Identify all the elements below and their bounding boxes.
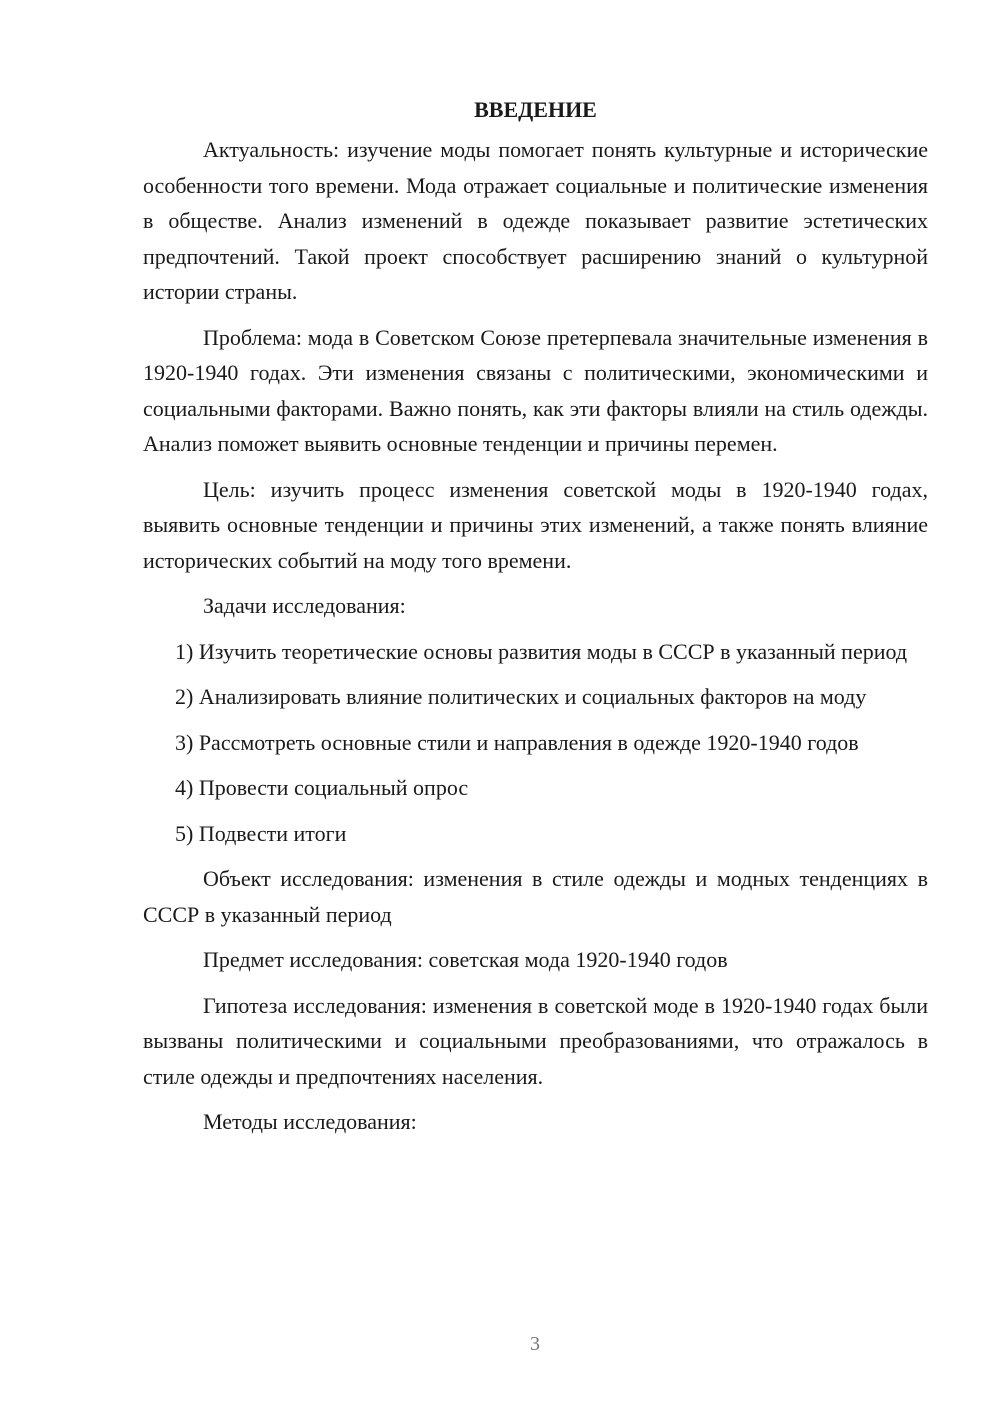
task-item-4: 4) Провести социальный опрос <box>175 775 469 800</box>
paragraph-methods: Методы исследования: <box>203 1109 417 1134</box>
paragraph-relevance: Актуальность: изучение моды помогает понять культурные и исторические особенности того времени. Мода отражает социальные и политические изменения в обществе. Анализ изменений в одежде показывает развитие эстетических предпочтений. Такой проект способствует расширению знаний о культурной истории страны. <box>143 137 928 304</box>
task-item-1: 1) Изучить теоретические основы развития моды в СССР в указанный период <box>175 638 908 664</box>
page-number: 3 <box>530 1333 540 1355</box>
paragraph-subject: Предмет исследования: советская мода 1920-1940 годов <box>203 947 728 972</box>
paragraph-problem: Проблема: мода в Советском Союзе претерпевала значительные изменения в 1920-1940 годах. Эти изменения связаны с политическими, экономическими и социальными факторами. Важно понять, как эти факторы влияли на стиль одежды. Анализ поможет выявить основные тенденции и причины перемен. <box>143 324 928 456</box>
task-item-3: 3) Рассмотреть основные стили и направления в одежде 1920-1940 годов <box>175 729 859 755</box>
tasks-heading: Задачи исследования: <box>203 593 406 618</box>
paragraph-object: Объект исследования: изменения в стиле одежды и модных тенденциях в СССР в указанный период <box>143 866 928 927</box>
task-item-2: 2) Анализировать влияние политических и социальных факторов на моду <box>175 684 867 709</box>
paragraph-goal: Цель: изучить процесс изменения советской моды в 1920-1940 годах, выявить основные тенденции и причины этих изменений, а также понять влияние исторических событий на моду того времени. <box>143 476 928 573</box>
page-content <box>143 92 928 1150</box>
paragraph-hypothesis: Гипотеза исследования: изменения в советской моде в 1920-1940 годах были вызваны политическими и социальными преобразованиями, что отражалось в стиле одежды и предпочтениях населения. <box>143 992 928 1089</box>
task-item-5: 5) Подвести итоги <box>175 820 347 846</box>
page-title: ВВЕДЕНИЕ <box>474 97 597 122</box>
